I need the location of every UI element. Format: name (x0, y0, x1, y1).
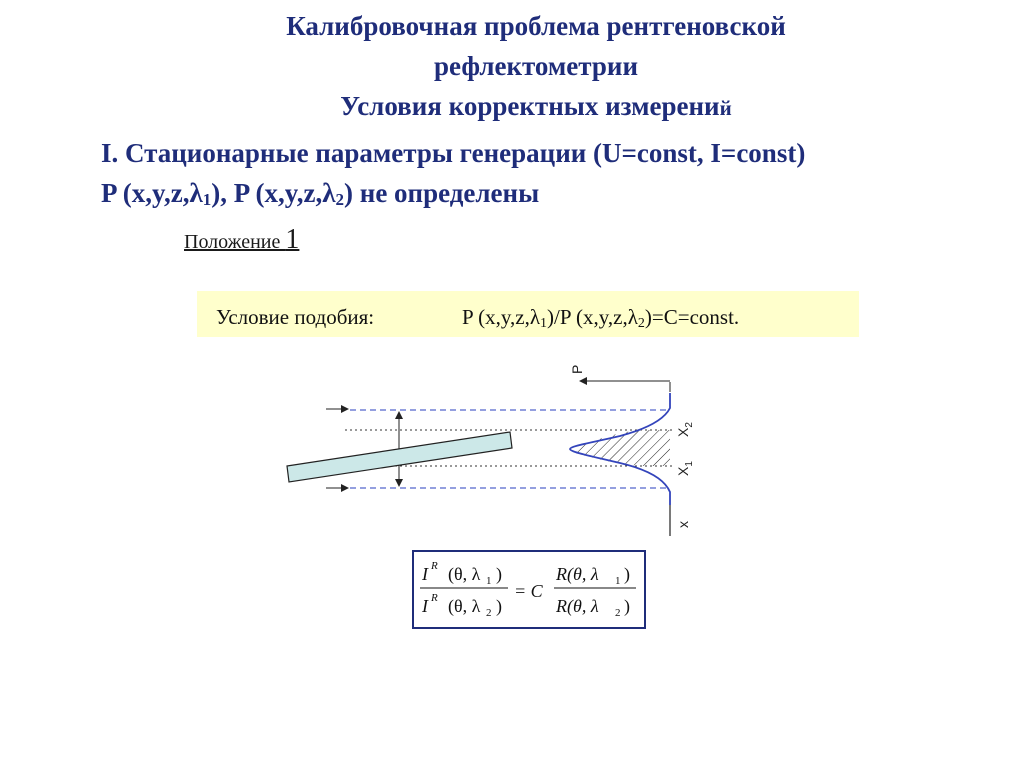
heading-line-1: I. Стационарные параметры генерации (U=const, I=const) (101, 138, 806, 168)
x2-sub: 2 (684, 422, 695, 428)
title-line-1: Калибровочная проблема рентгеновской (286, 11, 786, 41)
heading-sub-2: 2 (335, 190, 345, 209)
cond-f-a: P (x,y,z,λ (462, 305, 541, 329)
lhs-den-args: (θ, λ (448, 596, 481, 616)
condition-label: Условие подобия: (216, 305, 375, 329)
lhs-den-i: I (422, 596, 428, 616)
title-line-3-tail: й (719, 96, 732, 120)
rhs-num-close: ) (624, 564, 630, 584)
ratio-formula (414, 552, 644, 627)
rhs-den: R(θ, λ (556, 596, 599, 616)
lhs-num-close: ) (496, 564, 502, 584)
lhs-num-sup: R (431, 560, 438, 572)
title-line-2: рефлектометрии (433, 51, 639, 81)
x2-letter: X (675, 427, 691, 437)
x2-label (675, 422, 695, 437)
lhs-num-args: (θ, λ (448, 564, 481, 584)
cond-sub-1: 1 (540, 316, 548, 331)
title-line-3-main: Условия корректных измерени (340, 91, 720, 121)
lhs-den-close: ) (496, 596, 502, 616)
position-word: Положение (184, 231, 286, 253)
rhs-num: R(θ, λ (556, 564, 599, 584)
x1-letter: X (675, 466, 691, 476)
cond-f-b: )/P (x,y,z,λ (547, 305, 638, 329)
x1-label (675, 461, 695, 476)
heading-text-c: ) не определены (344, 178, 540, 208)
heading-sub-1: 1 (202, 190, 212, 209)
rhs-num-sub: 1 (615, 575, 621, 587)
lhs-num-i: I (422, 564, 428, 584)
rhs-den-sub: 2 (615, 607, 621, 619)
axis-p-label: P (569, 364, 585, 374)
equals-c: = C (514, 581, 543, 601)
lhs-den-sup: R (431, 592, 438, 604)
rhs-den-close: ) (624, 596, 630, 616)
cond-f-c: )=C=const. (644, 305, 740, 329)
position-number: 1 (285, 224, 300, 255)
heading-text-a: P (x,y,z,λ (101, 178, 203, 208)
heading-text-b: ), P (x,y,z,λ (211, 178, 336, 208)
lhs-num-sub: 1 (486, 575, 492, 587)
lhs-den-sub: 2 (486, 607, 492, 619)
x1-sub: 1 (684, 461, 695, 467)
ratio-formula-box (412, 550, 646, 629)
axis-x-label: x (675, 521, 691, 528)
cond-sub-2: 2 (637, 316, 645, 331)
